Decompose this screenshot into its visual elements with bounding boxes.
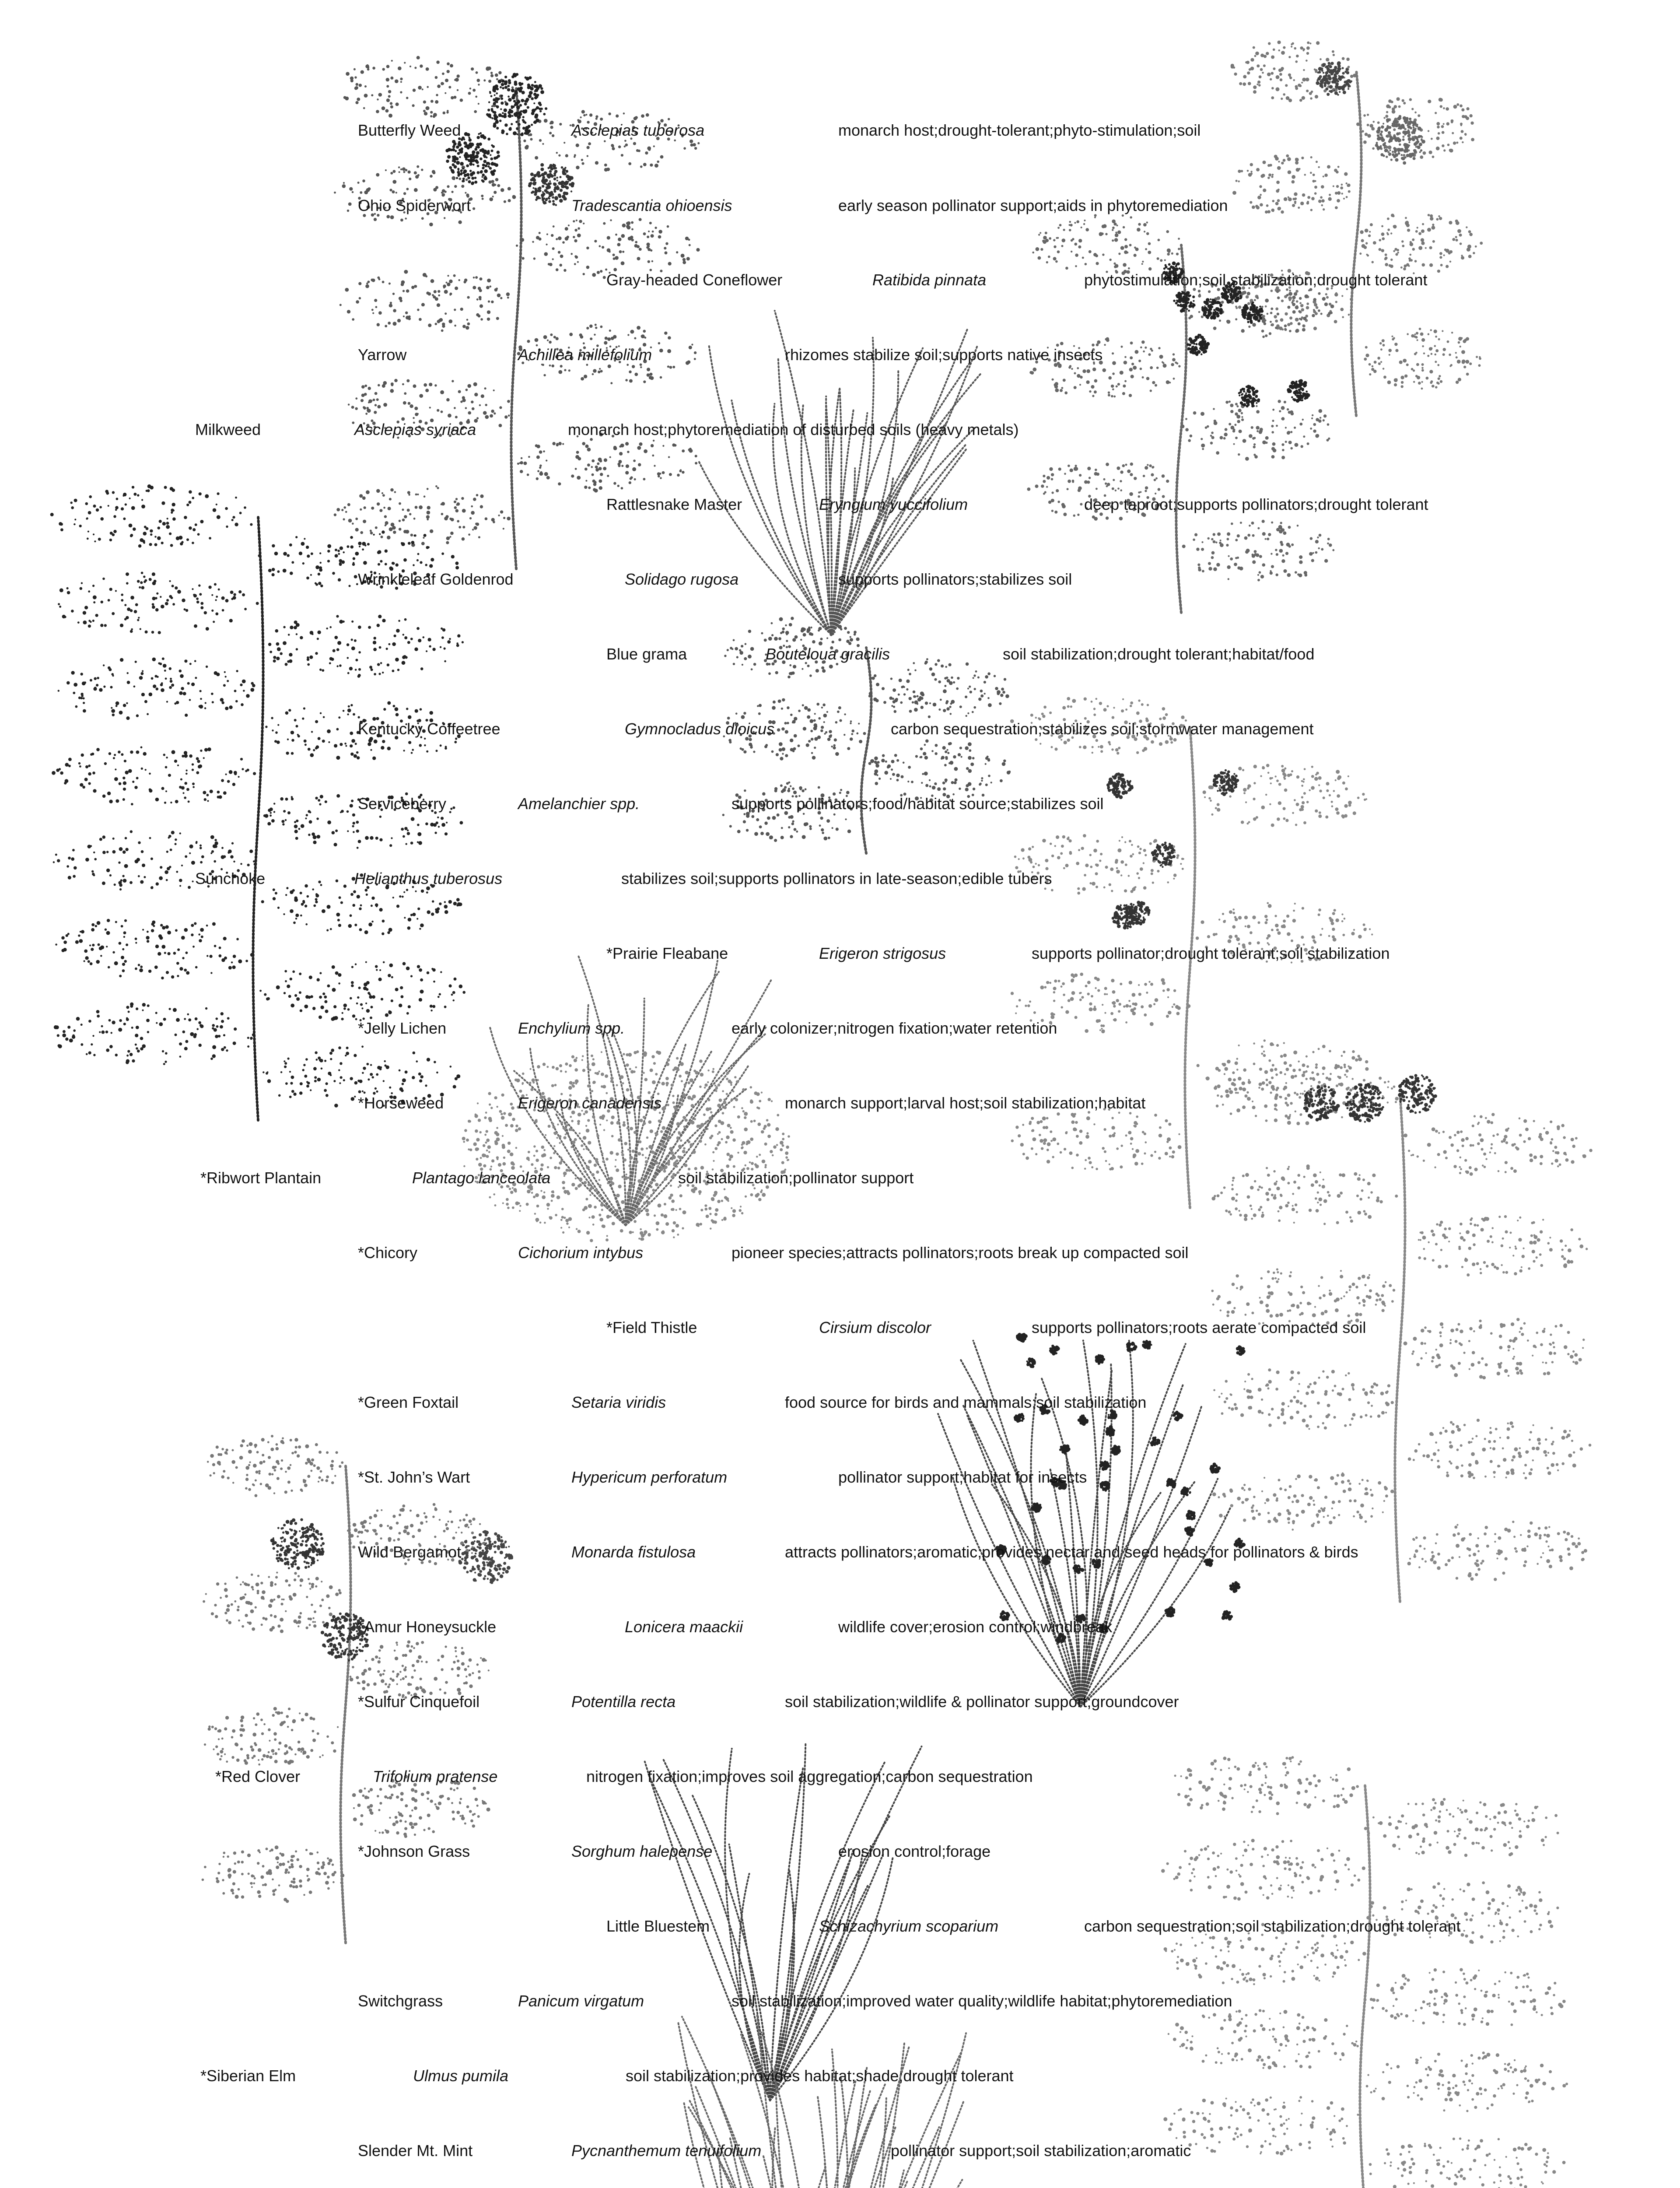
benefits: monarch host;phytoremediation of disturbed soils (heavy metals) [568, 421, 1019, 438]
scientific-name: Asclepias syriaca [354, 421, 476, 438]
common-name: Kentucky Coffeetree [358, 720, 500, 738]
benefits: supports pollinators;stabilizes soil [838, 570, 1072, 588]
stipple-cluster [1316, 61, 1352, 96]
scientific-name: Cichorium intybus [518, 1244, 644, 1262]
common-name: *Sulfur Cinquefoil [358, 1693, 480, 1711]
scientific-name: Erigeron strigosus [819, 944, 946, 962]
common-name: Milkweed [195, 421, 261, 438]
scientific-name: Trifolium pratense [373, 1767, 498, 1785]
benefits: carbon sequestration;soil stabilization;drought tolerant [1084, 1917, 1461, 1935]
benefits: rhizomes stabilize soil;supports native insects [785, 346, 1103, 364]
scientific-name: Pycnanthemum tenuifolium [571, 2142, 762, 2160]
plant-row [0, 491, 1680, 518]
stipple-cluster [1229, 1581, 1241, 1593]
scientific-name: Potentilla recta [571, 1693, 676, 1711]
plant-row [0, 1389, 1680, 1416]
scientific-name: Eryngium yuccifolium [819, 495, 968, 513]
common-name: *Jelly Lichen [358, 1019, 447, 1037]
plant-row [0, 791, 1680, 817]
stipple-cluster [1032, 214, 1180, 275]
plant-row [0, 1838, 1680, 1865]
plant-row [0, 267, 1680, 293]
benefits: soil stabilization;drought tolerant;habitat/food [1003, 645, 1315, 663]
scientific-name: Helianthus tuberosus [354, 870, 503, 887]
plant-row [0, 1539, 1680, 1565]
benefits: monarch support;larval host;soil stabilization;habitat [785, 1094, 1146, 1112]
plant-stem [798, 2167, 825, 2188]
plant-row [0, 1988, 1680, 2014]
stipple-cluster [1238, 385, 1260, 407]
plant-stem [560, 1100, 626, 1225]
common-name: Rattlesnake Master [606, 495, 742, 513]
scientific-name: Lonicera maackii [625, 1618, 743, 1636]
scientific-name: Achillea millefolium [518, 346, 652, 364]
plant-row [0, 940, 1680, 967]
plant-row [0, 716, 1680, 742]
plant-row [0, 1015, 1680, 1041]
stipple-cluster [1201, 298, 1223, 319]
benefits: pollinator support;soil stabilization;aromatic [891, 2142, 1191, 2160]
stipple-cluster [1105, 1425, 1115, 1437]
scientific-name: Cirsium discolor [819, 1318, 931, 1336]
plant-row [0, 1764, 1680, 1790]
stipple-cluster [1049, 1345, 1060, 1356]
benefits: phytostimulation;soil stabilization;drought tolerant [1084, 271, 1428, 289]
common-name: *Red Clover [215, 1767, 301, 1785]
benefits: stabilizes soil;supports pollinators in late-season;edible tubers [621, 870, 1052, 887]
stipple-cluster [1287, 379, 1310, 403]
common-name: *Chicory [358, 1244, 418, 1262]
common-name: Switchgrass [358, 1992, 443, 2010]
scientific-name: Asclepias tuberosa [571, 121, 705, 139]
plant-stem [814, 2181, 907, 2188]
benefits: attracts pollinators;aromatic;provides nectar and seed heads for pollinators & birds [785, 1543, 1358, 1561]
plant-row [0, 1165, 1680, 1191]
benefits: pioneer species;attracts pollinators;roots break up compacted soil [732, 1244, 1189, 1262]
plant-row [0, 117, 1680, 144]
plant-row [0, 1090, 1680, 1116]
plant-row [0, 566, 1680, 593]
stipple-cluster [1150, 1437, 1160, 1447]
stipple-cluster [259, 961, 466, 1021]
benefits: soil stabilization;pollinator support [678, 1169, 914, 1187]
common-name: *Amur Honeysuckle [358, 1618, 497, 1636]
scientific-name: Hypericum perforatum [571, 1468, 728, 1486]
common-name: Gray-headed Coneflower [606, 271, 783, 289]
benefits: carbon sequestration;stabilizes soil;stormwater management [891, 720, 1314, 738]
benefits: monarch host;drought-tolerant;phyto-stimulation;soil [838, 121, 1201, 139]
plant-row [0, 2138, 1680, 2164]
plant-row [0, 342, 1680, 368]
scientific-name: Sorghum halepense [571, 1842, 713, 1860]
scientific-name: Monarda fistulosa [571, 1543, 696, 1561]
plant-row [0, 2063, 1680, 2089]
common-name: Wild Bergamot [358, 1543, 462, 1561]
common-name: Serviceberry [358, 795, 447, 813]
common-name: Wrinkleleaf Goldenrod [358, 570, 514, 588]
plant-row [0, 193, 1680, 219]
plant-row [0, 1689, 1680, 1715]
benefits: wildlife cover;erosion control;windbreak [838, 1618, 1113, 1636]
benefits: soil stabilization;provides habitat;shade;drought tolerant [626, 2067, 1014, 2085]
plant-row [0, 417, 1680, 443]
scientific-name: Gymnocladus dioicus [625, 720, 775, 738]
stipple-cluster [1142, 1340, 1152, 1350]
common-name: *Green Foxtail [358, 1393, 459, 1411]
common-name: Blue grama [606, 645, 687, 663]
benefits: deep taproot;supports pollinators;drought tolerant [1084, 495, 1428, 513]
scientific-name: Tradescantia ohioensis [571, 196, 732, 214]
plant-stem [626, 1027, 766, 1225]
stipple-cluster [343, 56, 514, 118]
stipple-cluster [1236, 1345, 1246, 1356]
common-name: *Horseweed [358, 1094, 444, 1112]
common-name: *Prairie Fleabane [606, 944, 728, 962]
plant-row [0, 866, 1680, 892]
plant-stem [698, 460, 831, 635]
common-name: Butterfly Weed [358, 121, 461, 139]
common-name: *Ribwort Plantain [200, 1169, 322, 1187]
scientific-name: Erigeron canadensis [518, 1094, 662, 1112]
stipple-cluster [1095, 1354, 1105, 1365]
common-name: Little Bluestem [606, 1917, 710, 1935]
stipple-cluster [1111, 1445, 1121, 1455]
stipple-cluster [1184, 1526, 1195, 1536]
common-name: *Johnson Grass [358, 1842, 470, 1860]
plant-row [0, 1913, 1680, 1939]
benefits: pollinator support;habitat for insects [838, 1468, 1087, 1486]
common-name: Slender Mt. Mint [358, 2142, 473, 2160]
common-name: Sunchoke [195, 870, 266, 887]
stipple-cluster [1168, 2009, 1359, 2069]
benefits: soil stabilization;wildlife & pollinator support;groundcover [785, 1693, 1179, 1711]
plant-row [0, 1614, 1680, 1640]
stipple-cluster [1359, 214, 1483, 274]
stipple-cluster [1059, 1445, 1071, 1455]
scientific-name: Solidago rugosa [625, 570, 739, 588]
scientific-name: Enchylium spp. [518, 1019, 625, 1037]
scientific-name: Panicum virgatum [518, 1992, 644, 2010]
plant-stem [814, 2076, 848, 2188]
common-name: Ohio Spiderwort [358, 196, 471, 214]
stipple-cluster [204, 1707, 339, 1766]
stipple-cluster [1126, 1342, 1138, 1352]
plant-row [0, 1240, 1680, 1266]
scientific-name: Schizachyrium scoparium [819, 1917, 999, 1935]
benefits: supports pollinators;food/habitat source;stabilizes soil [732, 795, 1104, 813]
benefits: nitrogen fixation;improves soil aggregation;carbon sequestration [586, 1767, 1033, 1785]
scientific-name: Ratibida pinnata [872, 271, 987, 289]
benefits: supports pollinators;roots aerate compacted soil [1032, 1318, 1366, 1336]
scientific-name: Bouteloua gracilis [766, 645, 890, 663]
stipple-cluster [1186, 1510, 1196, 1520]
plant-stem [1081, 1493, 1161, 1707]
scientific-name: Amelanchier spp. [518, 795, 640, 813]
benefits: soil stabilization;improved water quality;wildlife habitat;phytoremediation [732, 1992, 1232, 2010]
stipple-cluster [1011, 1108, 1182, 1171]
plant-row [0, 1315, 1680, 1341]
benefits: early season pollinator support;aids in phytoremediation [838, 196, 1228, 214]
common-name: Yarrow [358, 346, 407, 364]
common-name: *St. John’s Wart [358, 1468, 470, 1486]
common-name: *Siberian Elm [200, 2067, 296, 2085]
stipple-cluster [1078, 1414, 1088, 1426]
stipple-cluster [1026, 1357, 1036, 1368]
benefits: erosion control;forage [838, 1842, 991, 1860]
benefits: supports pollinator;drought tolerant;soil stabilization [1032, 944, 1390, 962]
benefits: food source for birds and mammals;soil stabilization [785, 1393, 1147, 1411]
scientific-name: Setaria viridis [571, 1393, 666, 1411]
plant-row [0, 1464, 1680, 1490]
scientific-name: Plantago lanceolata [412, 1169, 551, 1187]
benefits: early colonizer;nitrogen fixation;water retention [732, 1019, 1057, 1037]
plant-stem [626, 1065, 749, 1225]
plant-stem [1081, 1479, 1218, 1707]
common-name: *Field Thistle [606, 1318, 697, 1336]
scientific-name: Ulmus pumila [413, 2067, 509, 2085]
plant-stem [861, 648, 871, 853]
plant-row [0, 641, 1680, 667]
